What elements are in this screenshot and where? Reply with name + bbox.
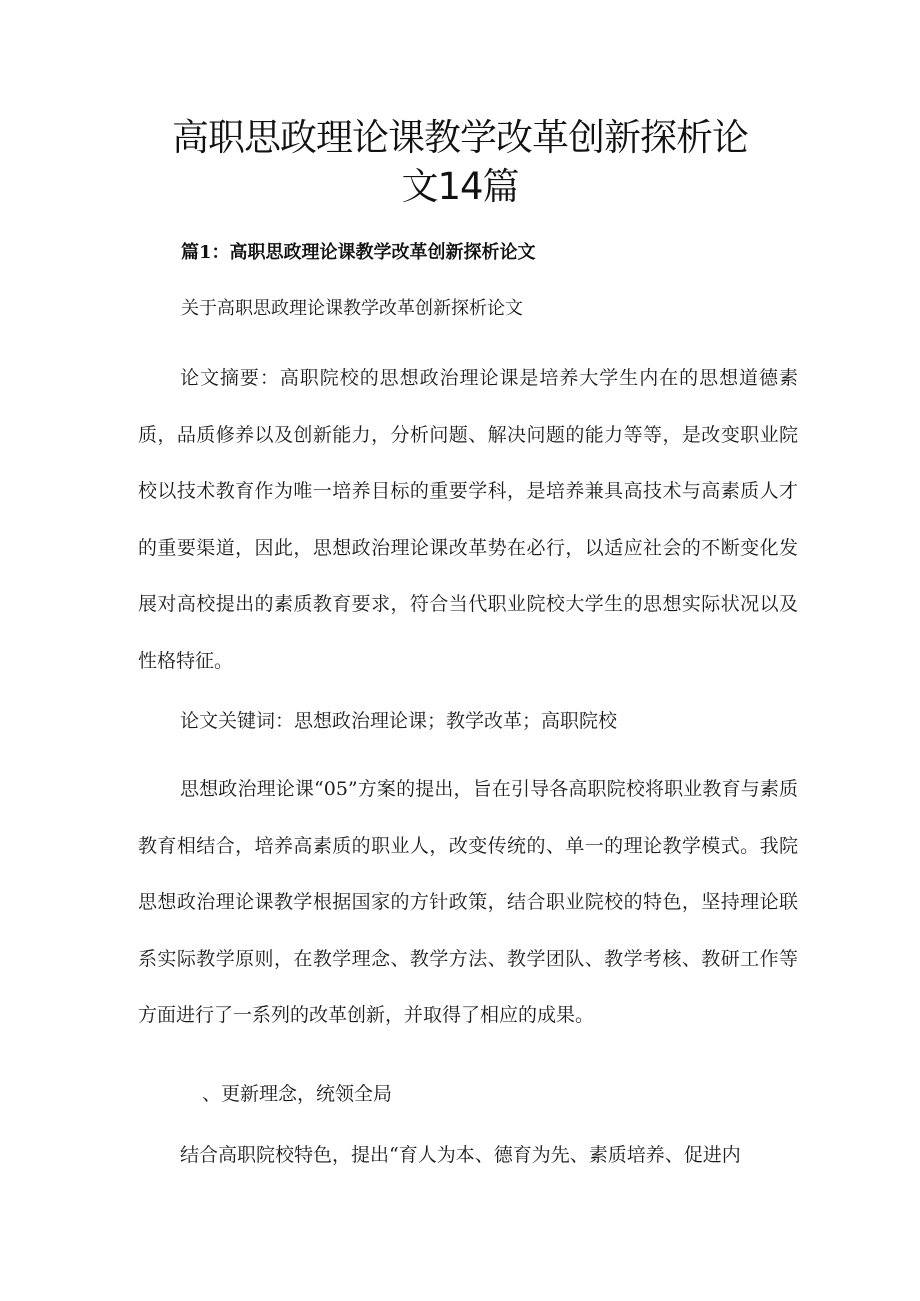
- article-subtitle: 关于高职思政理论课教学改革创新探析论文: [181, 298, 523, 319]
- keywords-paragraph: 论文关键词：思想政治理论课；教学改革；高职院校: [180, 710, 618, 732]
- body-paragraph-2: 结合高职院校特色，提出“育人为本、德育为先、素质培养、促进内: [180, 1144, 741, 1166]
- document-title-line-2: 文14篇: [401, 165, 519, 208]
- document-title-line-1: 高职思政理论课教学改革创新探析论: [172, 116, 748, 159]
- section-item-heading: 、更新理念，统领全局: [202, 1083, 393, 1105]
- section-heading: 篇1：高职思政理论课教学改革创新探析论文: [181, 242, 536, 263]
- body-paragraph-1: 思想政治理论课“05”方案的提出，旨在引导各高职院校将职业教育与素质教育相结合，培养高素质的职业人，改变传统的、单一的理论教学模式。我院思想政治理论课教学根据国家的方针政策，结合职业院校的特色，坚持理论联系实际教学原则，在教学理念、教学方法、教学团队、教学考核、教研工作等方面进行了一系列的改革创新，并取得了相应的成果。: [138, 778, 798, 1027]
- abstract-paragraph: 论文摘要：高职院校的思想政治理论课是培养大学生内在的思想道德素质，品质修养以及创新能力，分析问题、解决问题的能力等等，是改变职业院校以技术教育作为唯一培养目标的重要学科，是培养兼具高技术与高素质人才的重要渠道，因此，思想政治理论课改革势在必行，以适应社会的不断变化发展对高校提出的素质教育要求，符合当代职业院校大学生的思想实际状况以及性格特征。: [138, 367, 798, 672]
